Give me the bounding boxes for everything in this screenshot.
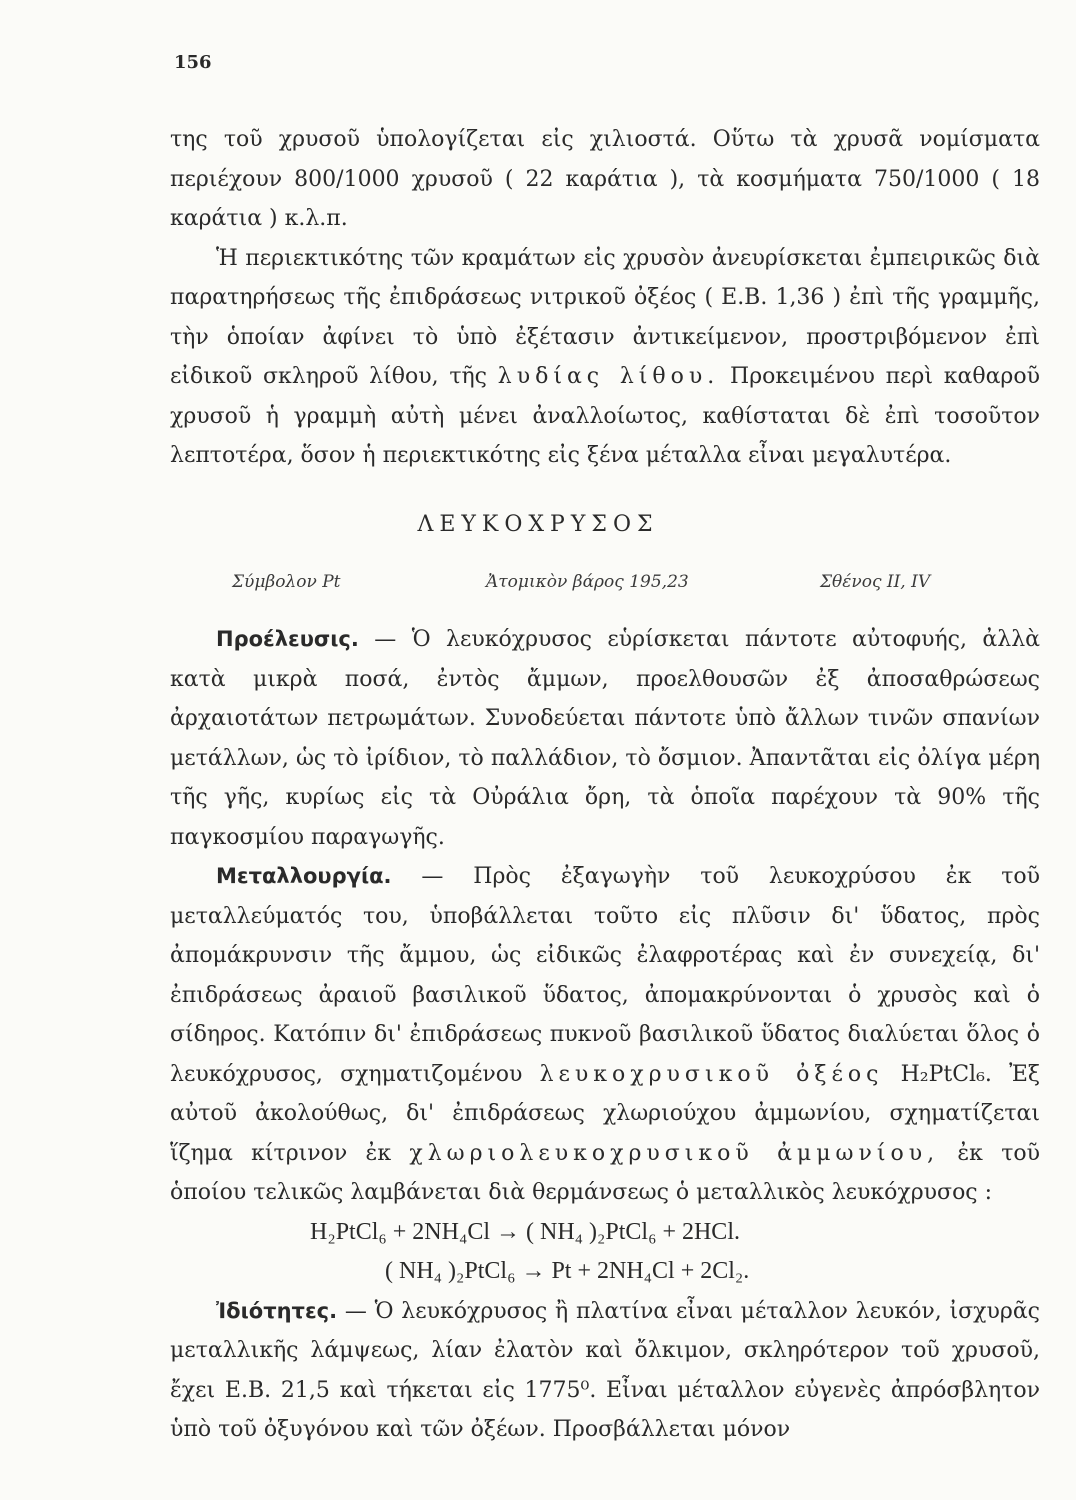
intro-text-block	[170, 120, 1040, 476]
provenance-text: — Ὁ λευκόχρυσος εὑρίσκεται πάντοτε αὐτοφυής, ἀλλὰ κατὰ μικρὰ ποσά, ἐντὸς ἄμμων, προελθουσῶν ἐξ ἀποσαθρώσεως ἀρχαιοτάτων πετρωμάτων. Συνοδεύεται πάντοτε ὑπὸ ἄλλων τινῶν σπανίων μετάλλων, ὡς τὸ ἰρίδιον, τὸ παλλάδιον, τὸ ὄσμιον. Ἀπαντᾶται εἰς ὀλίγα μέρη τῆς γῆς, κυρίως εἰς τὰ Οὐράλια ὄρη, τὰ ὁποῖα παρέχουν τὰ 90% τῆς παγκοσμίου παραγωγῆς.	[170, 627, 1040, 850]
metallurgy-formula-1: H₂PtCl₆.	[900, 1061, 992, 1087]
metallurgy-heading: Μεταλλουργία.	[216, 864, 392, 888]
provenance-heading: Προέλευσις.	[216, 627, 359, 651]
metallurgy-spaced-term-2: χλωριολευκοχρυσικοῦ ἀμμωνίου,	[409, 1140, 940, 1166]
provenance-paragraph	[170, 620, 1040, 857]
element-symbol: Σύμβολον Pt	[232, 572, 341, 592]
properties-heading: Ἰδιότητες.	[216, 1298, 338, 1323]
section-body	[170, 620, 1040, 1450]
properties-text: — Ὁ λευκόχρυσος ἢ πλατίνα εἶναι μέταλλον λευκόν, ἰσχυρᾶς μεταλλικῆς λάμψεως, λίαν ἐλατὸν καὶ ὄλκιμον, σκληρότερον τοῦ χρυσοῦ, ἔχει Ε.Β. 21,5 καὶ τήκεται εἰς 1775⁰. Εἶναι μέταλλον εὐγενὲς ἀπρόσβλητον ὑπὸ τοῦ ὀξυγόνου καὶ τῶν ὀξέων. Προσβάλλεται μόνον	[170, 1298, 1040, 1442]
metallurgy-spaced-term-1: λευκοχρυσικοῦ ὀξέος	[539, 1061, 884, 1087]
equation-1: H₂PtCl₆ + 2NH₄Cl → ( NH₄ )₂PtCl₆ + 2HCl.	[310, 1218, 740, 1245]
metallurgy-paragraph	[170, 857, 1040, 1213]
page-number: 156	[174, 52, 212, 73]
section-title: ΛΕΥΚΟΧΡΥΣΟΣ	[417, 512, 659, 537]
intro-text-after-spaced: Προκειμένου περὶ καθαροῦ χρυσοῦ ἡ γραμμὴ αὐτὴ μένει ἀναλλοίωτος, καθίσταται δὲ ἐπὶ τοσοῦτον λεπτοτέρα, ὅσον ἡ περιεκτικότης εἰς ξένα μέταλλα εἶναι μεγαλυτέρα.	[170, 364, 1040, 468]
intro-touchstone-paragraph	[170, 239, 1040, 476]
element-atomic-weight: Ἀτομικὸν βάρος 195,23	[486, 572, 689, 592]
intro-text-before-spaced: Ἡ περιεκτικότης τῶν κραμάτων εἰς χρυσὸν ἀνευρίσκεται ἐμπειρικῶς διὰ παρατηρήσεως τῆς ἐπιδράσεως νιτρικοῦ ὀξέος ( Ε.Β. 1,36 ) ἐπὶ τῆς γραμμῆς, τὴν ὁποίαν ἀφίνει τὸ ὑπὸ ἐξέτασιν ἀντικείμενον, προστριβόμενον ἐπὶ εἰδικοῦ σκληροῦ λίθου, τῆς	[170, 245, 1040, 389]
metallurgy-text-3: ἐκ τοῦ ὁποίου τελικῶς λαμβάνεται διὰ θερμάνσεως ὁ μεταλλικὸς λευκόχρυσος :	[170, 1140, 1041, 1205]
properties-paragraph	[170, 1292, 1040, 1450]
intro-spaced-term: λυδίας λίθου.	[497, 364, 720, 389]
element-valence: Σθένος II, IV	[820, 572, 931, 592]
intro-continuation-paragraph: της τοῦ χρυσοῦ ὑπολογίζεται εἰς χιλιοστά. Οὕτω τὰ χρυσᾶ νομίσματα περιέχουν 800/1000 χρυσοῦ ( 22 καράτια ), τὰ κοσμήματα 750/1000 ( 18 καράτια ) κ.λ.π.	[170, 127, 1040, 231]
equation-2: ( NH₄ )₂PtCl₆ → Pt + 2NH₄Cl + 2Cl₂.	[385, 1258, 750, 1284]
metallurgy-text-2: Ἐξ αὐτοῦ ἀκολούθως, δι' ἐπιδράσεως χλωριούχου ἀμμωνίου, σχηματίζεται ἵζημα κίτρινον ἐκ	[170, 1061, 1040, 1166]
metallurgy-text-1: — Πρὸς ἐξαγωγὴν τοῦ λευκοχρύσου ἐκ τοῦ μεταλλεύματός του, ὑποβάλλεται τοῦτο εἰς πλῦσιν δι' ὕδατος, πρὸς ἀπομάκρυνσιν τῆς ἄμμου, ὡς εἰδικῶς ἐλαφροτέρας καὶ ἐν συνεχείᾳ, δι' ἐπιδράσεως ἀραιοῦ βασιλικοῦ ὕδατος, ἀπομακρύνονται ὁ χρυσὸς καὶ ὁ σίδηρος. Κατόπιν δι' ἐπιδράσεως πυκνοῦ βασιλικοῦ ὕδατος διαλύεται ὅλος ὁ λευκόχρυσος, σχηματιζομένου	[170, 864, 1040, 1087]
